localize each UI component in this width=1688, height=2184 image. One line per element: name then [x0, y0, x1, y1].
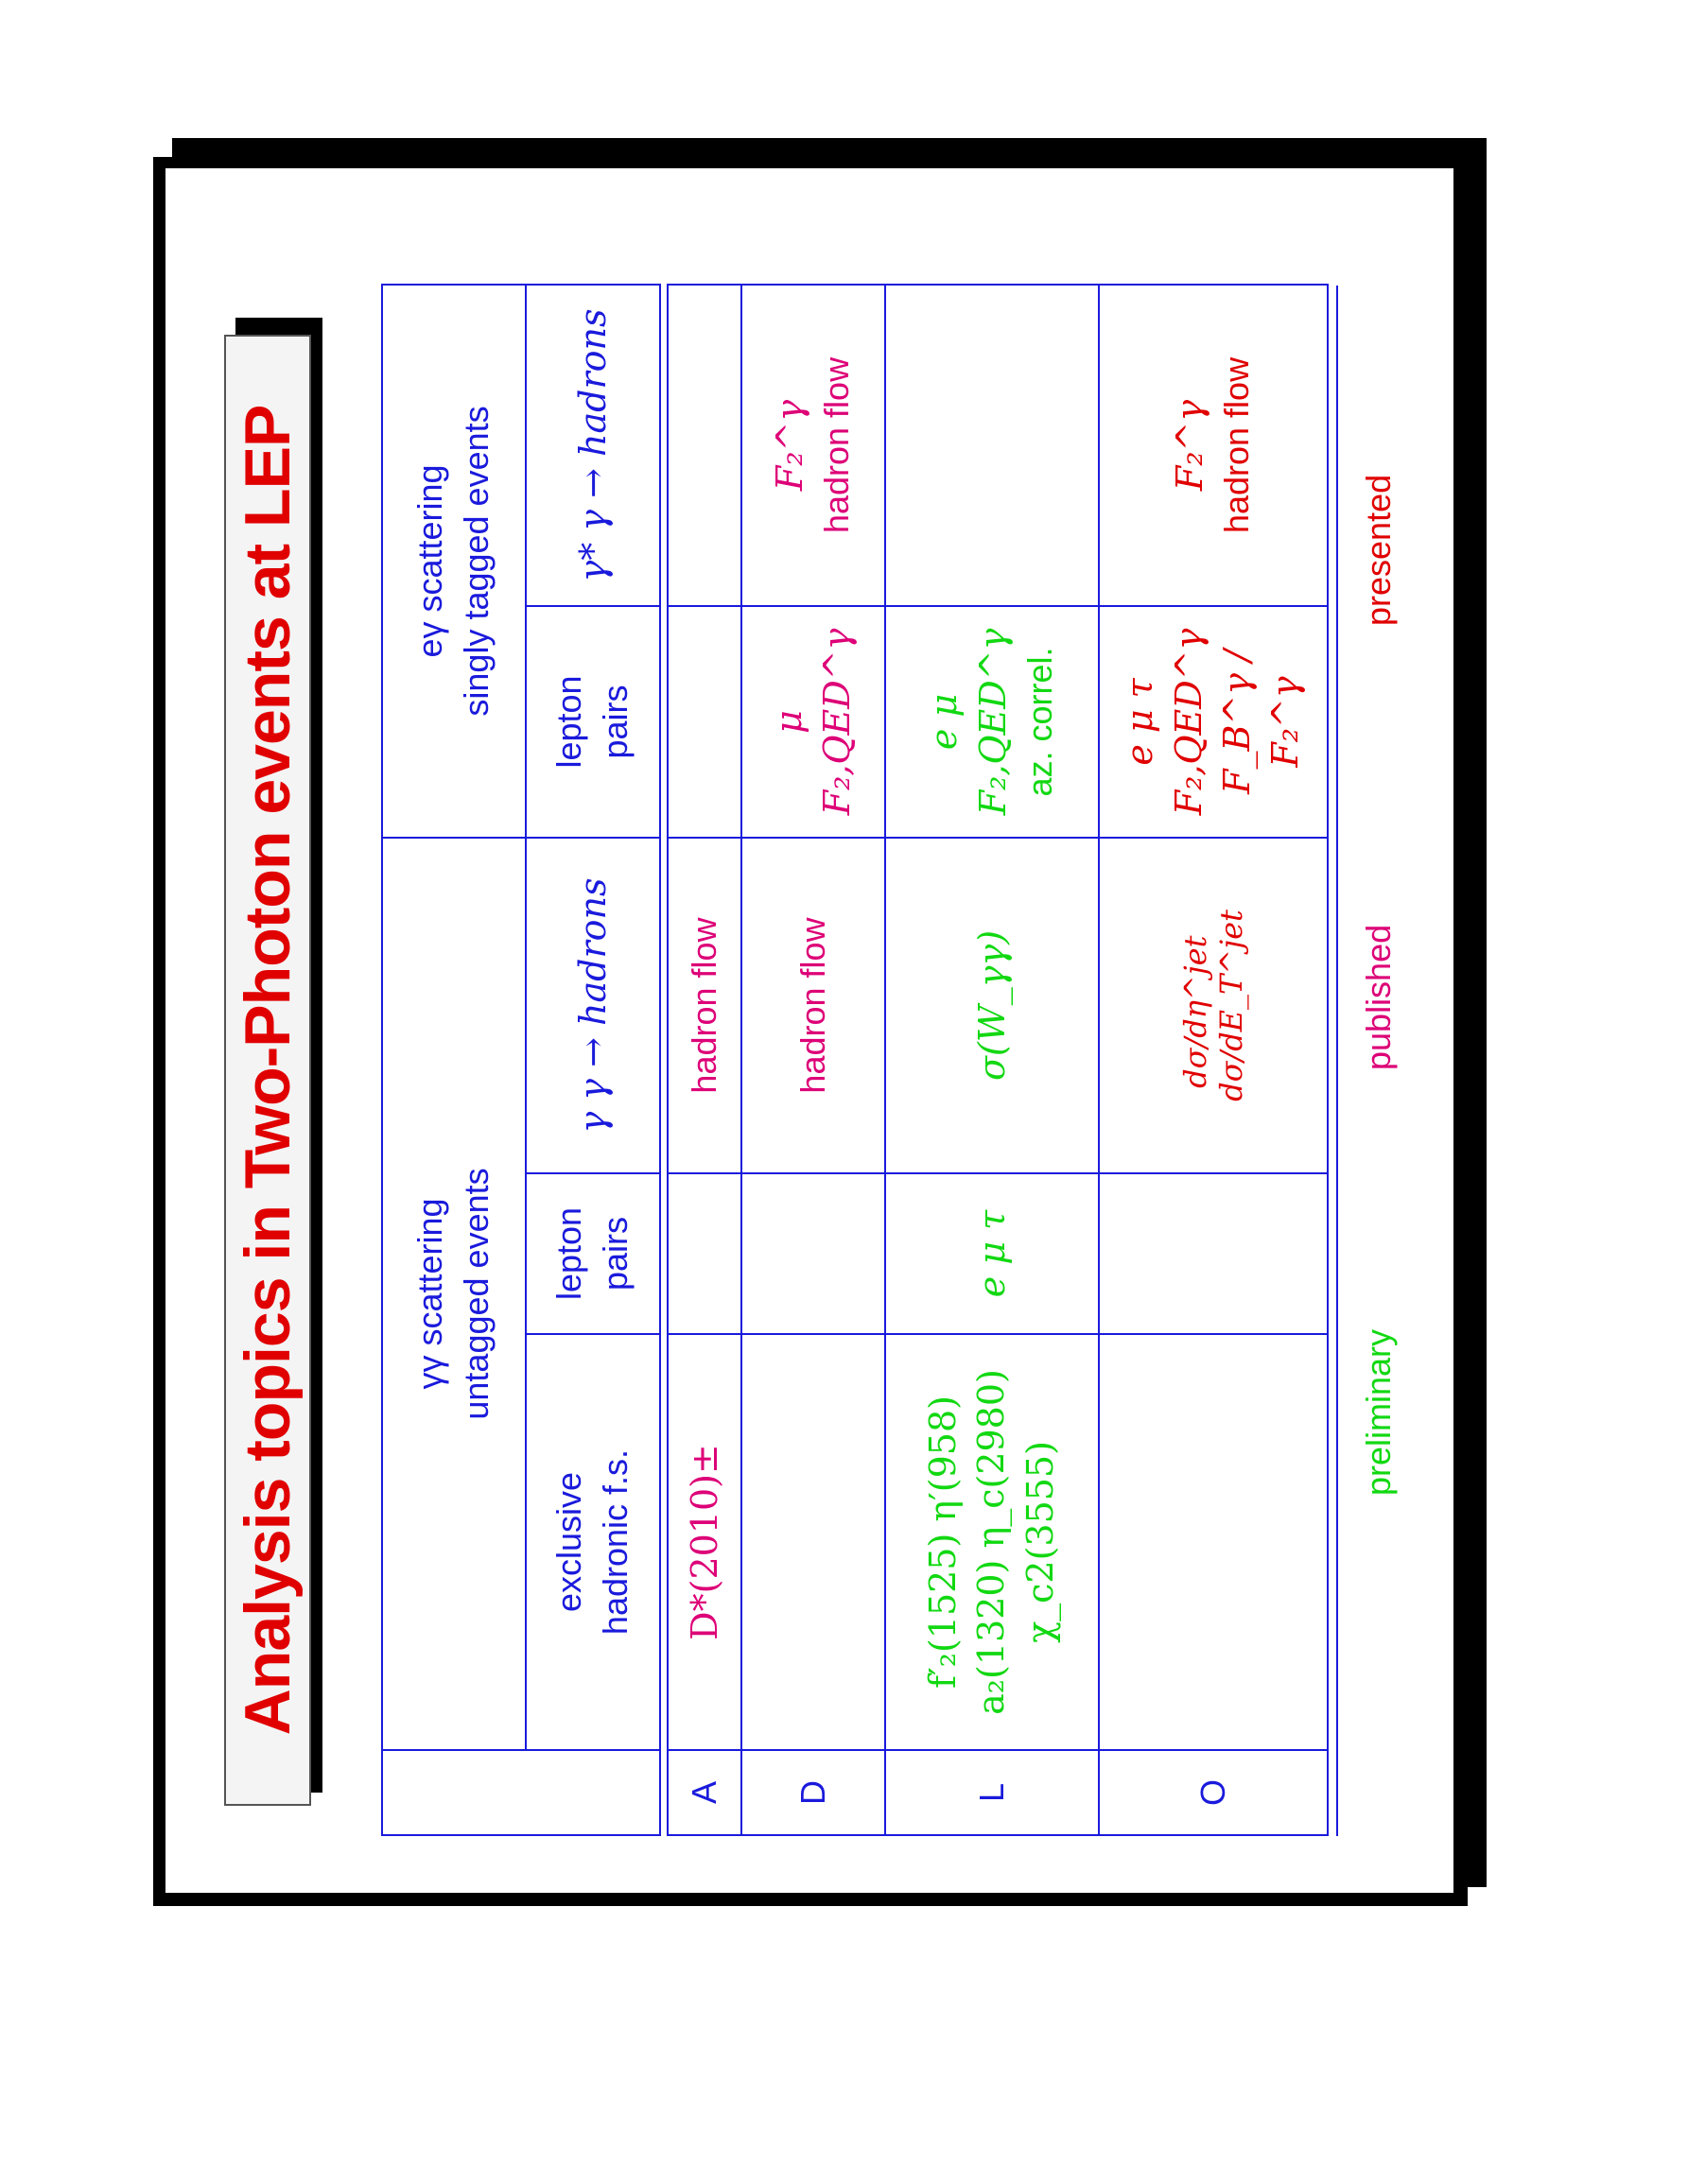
cell-text: hadron flow: [817, 356, 857, 534]
cell-text: F₂,QED^γ: [971, 628, 1014, 816]
rotated-slide-content: [165, 168, 1453, 1893]
cell-eg-lepton: [885, 606, 1099, 838]
cell-exclusive: [741, 1334, 885, 1750]
legend-presented: presented: [1359, 474, 1398, 626]
cell-eg-lepton: [741, 606, 885, 838]
cell-text: e μ: [923, 693, 966, 751]
cell-lepton: [668, 1173, 741, 1334]
table-row: [1099, 285, 1328, 1835]
cell-eg-hadrons: [1099, 285, 1328, 606]
col-eg-lepton-line2: pairs: [596, 685, 635, 759]
header-eg-group: [382, 285, 526, 838]
col-exclusive-line1: exclusive: [549, 1471, 589, 1613]
cell-eg-lepton: [1099, 606, 1328, 838]
cell-text: F₂^γ: [769, 399, 811, 492]
col-eg-lepton-line1: lepton: [549, 675, 589, 769]
cell-text: hadron flow: [685, 917, 723, 1094]
cell-text: dσ/dE_T^jet: [1213, 910, 1249, 1101]
col-exclusive-line2: hadronic f.s.: [596, 1448, 635, 1636]
topics-table: [381, 284, 1329, 1836]
header-gg-group: [382, 838, 526, 1750]
cell-text: D*(2010)±: [684, 1444, 725, 1640]
cell-text: χ_c2(3555): [1018, 1441, 1061, 1643]
col-header-gg-hadrons: [526, 838, 660, 1173]
table-row: [885, 285, 1099, 1835]
table-bottom-rule: [1336, 286, 1338, 1836]
cell-eg-lepton: [668, 606, 741, 838]
header-row-columns: [526, 285, 660, 1835]
cell-text: F_B^γ / F₂^γ: [1216, 650, 1307, 794]
col-lepton-line1: lepton: [549, 1206, 589, 1301]
row-label: D: [741, 1750, 885, 1835]
cell-eg-hadrons: [741, 285, 885, 606]
row-label: O: [1099, 1750, 1328, 1835]
cell-exclusive: [668, 1334, 741, 1750]
col-gg-hadrons-label: γ γ → hadrons: [572, 877, 614, 1134]
cell-gg-hadrons: [1099, 838, 1328, 1173]
title-box: [224, 335, 311, 1806]
cell-text: dσ/dη^jet: [1177, 935, 1213, 1088]
cell-exclusive: [885, 1334, 1099, 1750]
col-eg-hadrons-label: γ* γ → hadrons: [572, 308, 614, 582]
cell-text: F₂,QED^γ: [1167, 628, 1209, 816]
cell-lepton: [741, 1173, 885, 1334]
cell-text: f′₂(1525) η′(958): [922, 1395, 965, 1689]
cell-exclusive: [1099, 1334, 1328, 1750]
header-row-groups: [382, 285, 526, 1835]
cell-text: e μ τ: [971, 1209, 1013, 1298]
gg-sub-label: untagged events: [457, 1168, 496, 1420]
header-separator: [660, 285, 668, 1835]
cell-text: F₂,QED^γ: [816, 628, 858, 816]
cell-text: σ(W_γγ): [971, 929, 1013, 1082]
cell-gg-hadrons: [668, 838, 741, 1173]
col-lepton-line2: pairs: [596, 1216, 635, 1291]
col-header-eg-lepton: [526, 606, 660, 838]
cell-text: e μ τ: [1119, 678, 1161, 766]
cell-gg-hadrons: [741, 838, 885, 1173]
table-row: [741, 285, 885, 1835]
legend-published: published: [1359, 924, 1398, 1070]
cell-gg-hadrons: [885, 838, 1099, 1173]
legend-preliminary: preliminary: [1359, 1328, 1398, 1496]
cell-lepton: [1099, 1173, 1328, 1334]
eg-sub-label: singly tagged events: [457, 406, 496, 717]
eg-group-label: eγ scattering: [410, 464, 450, 658]
cell-text: a₂(1320) η_c(2980): [970, 1369, 1013, 1715]
cell-text: hadron flow: [1217, 356, 1257, 534]
gg-group-label: γγ scattering: [410, 1198, 450, 1390]
cell-eg-hadrons: [668, 285, 741, 606]
page-title: Analysis topics in Two-Photon events at LEP: [232, 405, 304, 1736]
col-header-eg-hadrons: [526, 285, 660, 606]
cell-text: hadron flow: [793, 917, 832, 1094]
cell-lepton: [885, 1173, 1099, 1334]
row-label: L: [885, 1750, 1099, 1835]
col-header-lepton: [526, 1173, 660, 1334]
table-row: [668, 285, 741, 1835]
cell-text: μ: [767, 710, 809, 734]
cell-text: F₂^γ: [1169, 399, 1211, 492]
cell-text: az. correl.: [1020, 647, 1059, 797]
row-label: A: [668, 1750, 741, 1835]
col-header-exclusive: [526, 1334, 660, 1750]
cell-eg-hadrons: [885, 285, 1099, 606]
header-corner: [382, 1750, 660, 1835]
slide: [165, 168, 1453, 1893]
